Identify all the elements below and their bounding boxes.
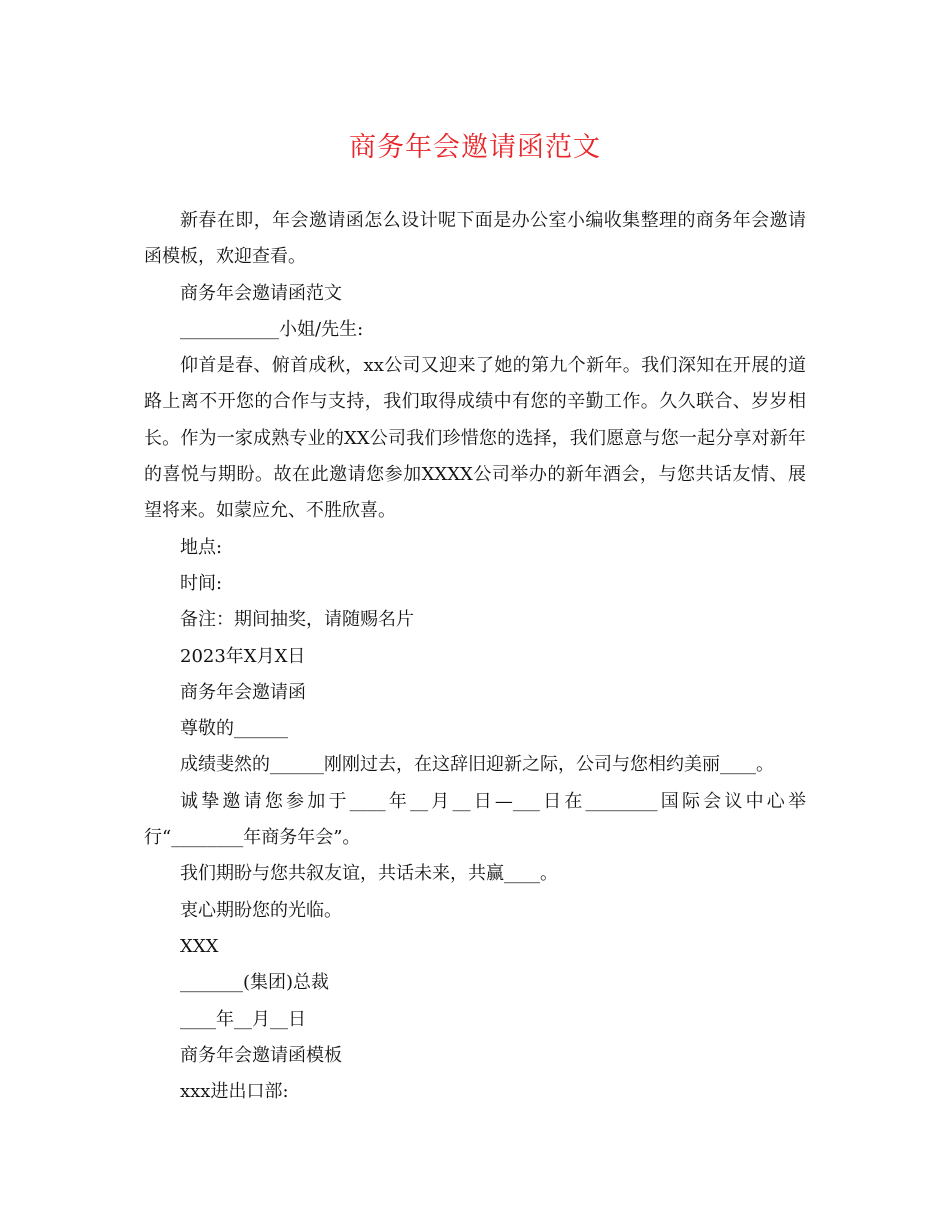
invitation-paragraph: 诚挚邀请您参加于____年__月__日—___日在________国际会议中心举行“________年商务年会”。 [144, 790, 806, 849]
signature-date: ____年__月__日 [180, 1008, 306, 1030]
document-title: 商务年会邀请函范文 [349, 132, 601, 163]
signature-name: XXX [180, 935, 219, 957]
section-heading: 商务年会邀请函模板 [180, 1044, 342, 1066]
time-line: 时间: [180, 572, 223, 594]
body-line: 衷心期盼您的光临。 [180, 899, 342, 921]
date-line: 2023年X月X日 [180, 645, 306, 667]
intro-paragraph: 新春在即，年会邀请函怎么设计呢下面是办公室小编收集整理的商务年会邀请函模板，欢迎查看。 [144, 210, 806, 268]
salutation: xxx进出口部: [180, 1081, 289, 1103]
salutation: ___________小姐/先生: [180, 318, 364, 340]
invitation-paragraph: 仰首是春、俯首成秋，xx公司又迎来了她的第九个新年。我们深知在开展的道路上离不开您的合作与支持，我们取得成绩中有您的辛勤工作。久久联合、岁岁相长。作为一家成熟专业的XX公司我们珍惜您的选择，我们愿意与您一起分享对新年的喜悦与期盼。故在此邀请您参加XXXX公司举办的新年酒会，与您共话友情、展望将来。如蒙应允、不胜欣喜。 [144, 355, 806, 522]
note-line: 备注：期间抽奖，请随赐名片 [180, 609, 414, 631]
section-heading: 商务年会邀请函 [180, 681, 306, 703]
salutation: 尊敬的______ [180, 718, 288, 740]
signature-title: _______(集团)总裁 [180, 972, 330, 994]
location-line: 地点: [180, 536, 223, 558]
body-line: 我们期盼与您共叙友谊，共话未来，共赢____。 [180, 863, 558, 885]
body-line: 成绩斐然的______刚刚过去，在这辞旧迎新之际，公司与您相约美丽____。 [180, 754, 774, 776]
document-body [144, 203, 806, 1110]
section-heading: 商务年会邀请函范文 [180, 282, 342, 304]
